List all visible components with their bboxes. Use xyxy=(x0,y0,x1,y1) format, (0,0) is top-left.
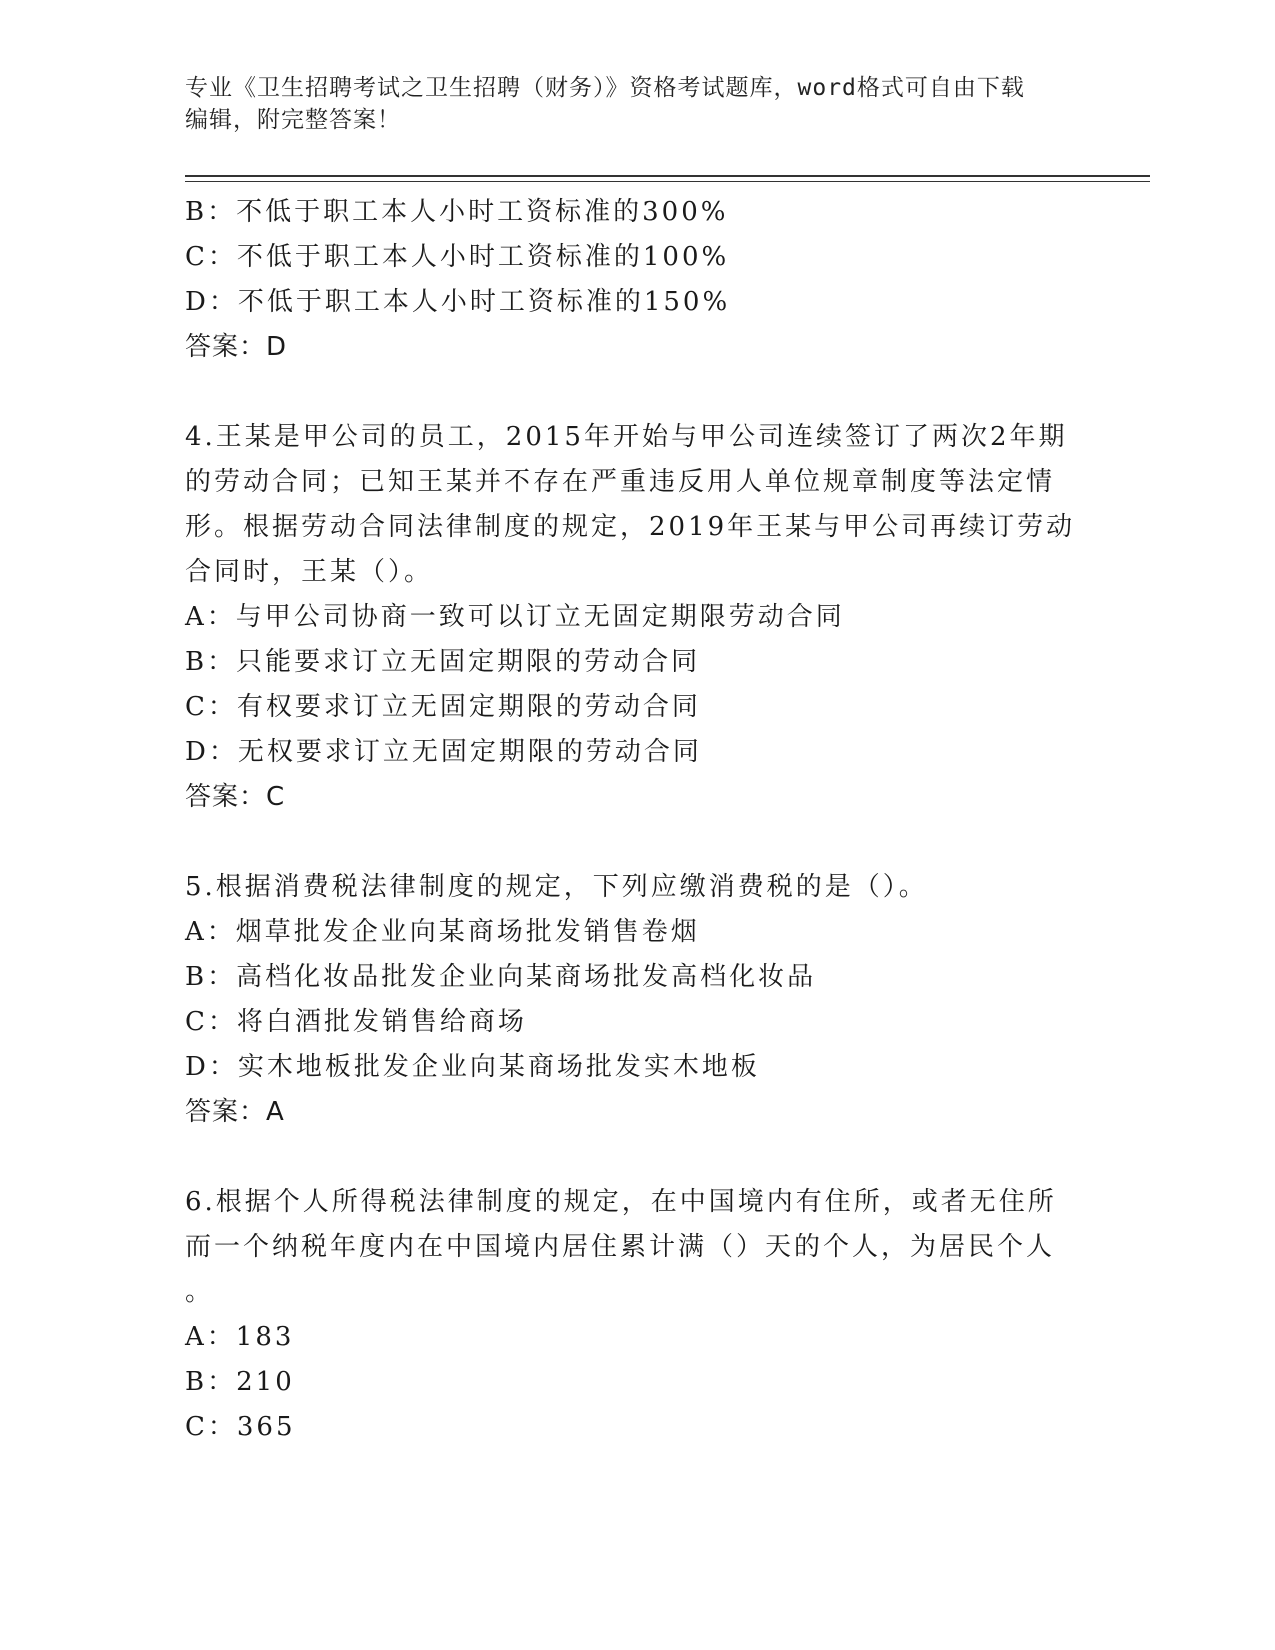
option-c: C：365 xyxy=(185,1412,296,1442)
option-b: B：不低于职工本人小时工资标准的300% xyxy=(185,197,729,227)
question-text-line: 而一个纳税年度内在中国境内居住累计满（）天的个人，为居民个人 xyxy=(185,1232,1056,1262)
option-b: B：高档化妆品批发企业向某商场批发高档化妆品 xyxy=(185,962,817,992)
answer-label: 答案：A xyxy=(185,1097,285,1127)
question-text-line: 6.根据个人所得税法律制度的规定，在中国境内有住所，或者无住所 xyxy=(185,1187,1057,1217)
header-line-2: 编辑，附完整答案！ xyxy=(185,107,401,133)
option-a: A：与甲公司协商一致可以订立无固定期限劳动合同 xyxy=(185,602,845,632)
question-4 xyxy=(185,415,1076,820)
question-text-line: 形。根据劳动合同法律制度的规定，2019年王某与甲公司再续订劳动 xyxy=(185,512,1076,542)
question-text-line: 。 xyxy=(185,1277,215,1307)
option-d: D：不低于职工本人小时工资标准的150% xyxy=(185,287,731,317)
answer-label: 答案：C xyxy=(185,782,286,812)
document-header xyxy=(185,72,1065,136)
question-text-line: 合同时，王某（）。 xyxy=(185,557,434,587)
question-text-line: 4.王某是甲公司的员工，2015年开始与甲公司连续签订了两次2年期 xyxy=(185,422,1068,452)
option-c: C：有权要求订立无固定期限的劳动合同 xyxy=(185,692,701,722)
question-text-line: 的劳动合同；已知王某并不存在严重违反用人单位规章制度等法定情 xyxy=(185,467,1056,497)
option-d: D：无权要求订立无固定期限的劳动合同 xyxy=(185,737,702,767)
option-d: D：实木地板批发企业向某商场批发实木地板 xyxy=(185,1052,760,1082)
spacer xyxy=(185,820,1065,865)
question-5 xyxy=(185,865,1065,1135)
option-a: A：烟草批发企业向某商场批发销售卷烟 xyxy=(185,917,700,947)
spacer xyxy=(185,370,1065,415)
question-text-line: 5.根据消费税法律制度的规定，下列应缴消费税的是（）。 xyxy=(185,872,928,902)
header-line-1: 专业《卫生招聘考试之卫生招聘（财务）》资格考试题库，word格式可自由下载 xyxy=(185,75,1025,101)
document-body xyxy=(185,190,1076,1450)
spacer xyxy=(185,1135,1065,1180)
header-rule-thin xyxy=(185,181,1150,182)
header-rule-thick xyxy=(185,175,1150,177)
question-6 xyxy=(185,1180,1065,1450)
question-3 xyxy=(185,190,1065,370)
option-b: B：210 xyxy=(185,1367,295,1397)
option-b: B：只能要求订立无固定期限的劳动合同 xyxy=(185,647,701,677)
option-a: A：183 xyxy=(185,1322,295,1352)
option-c: C：不低于职工本人小时工资标准的100% xyxy=(185,242,730,272)
answer-label: 答案：D xyxy=(185,332,288,362)
option-c: C：将白酒批发销售给商场 xyxy=(185,1007,527,1037)
